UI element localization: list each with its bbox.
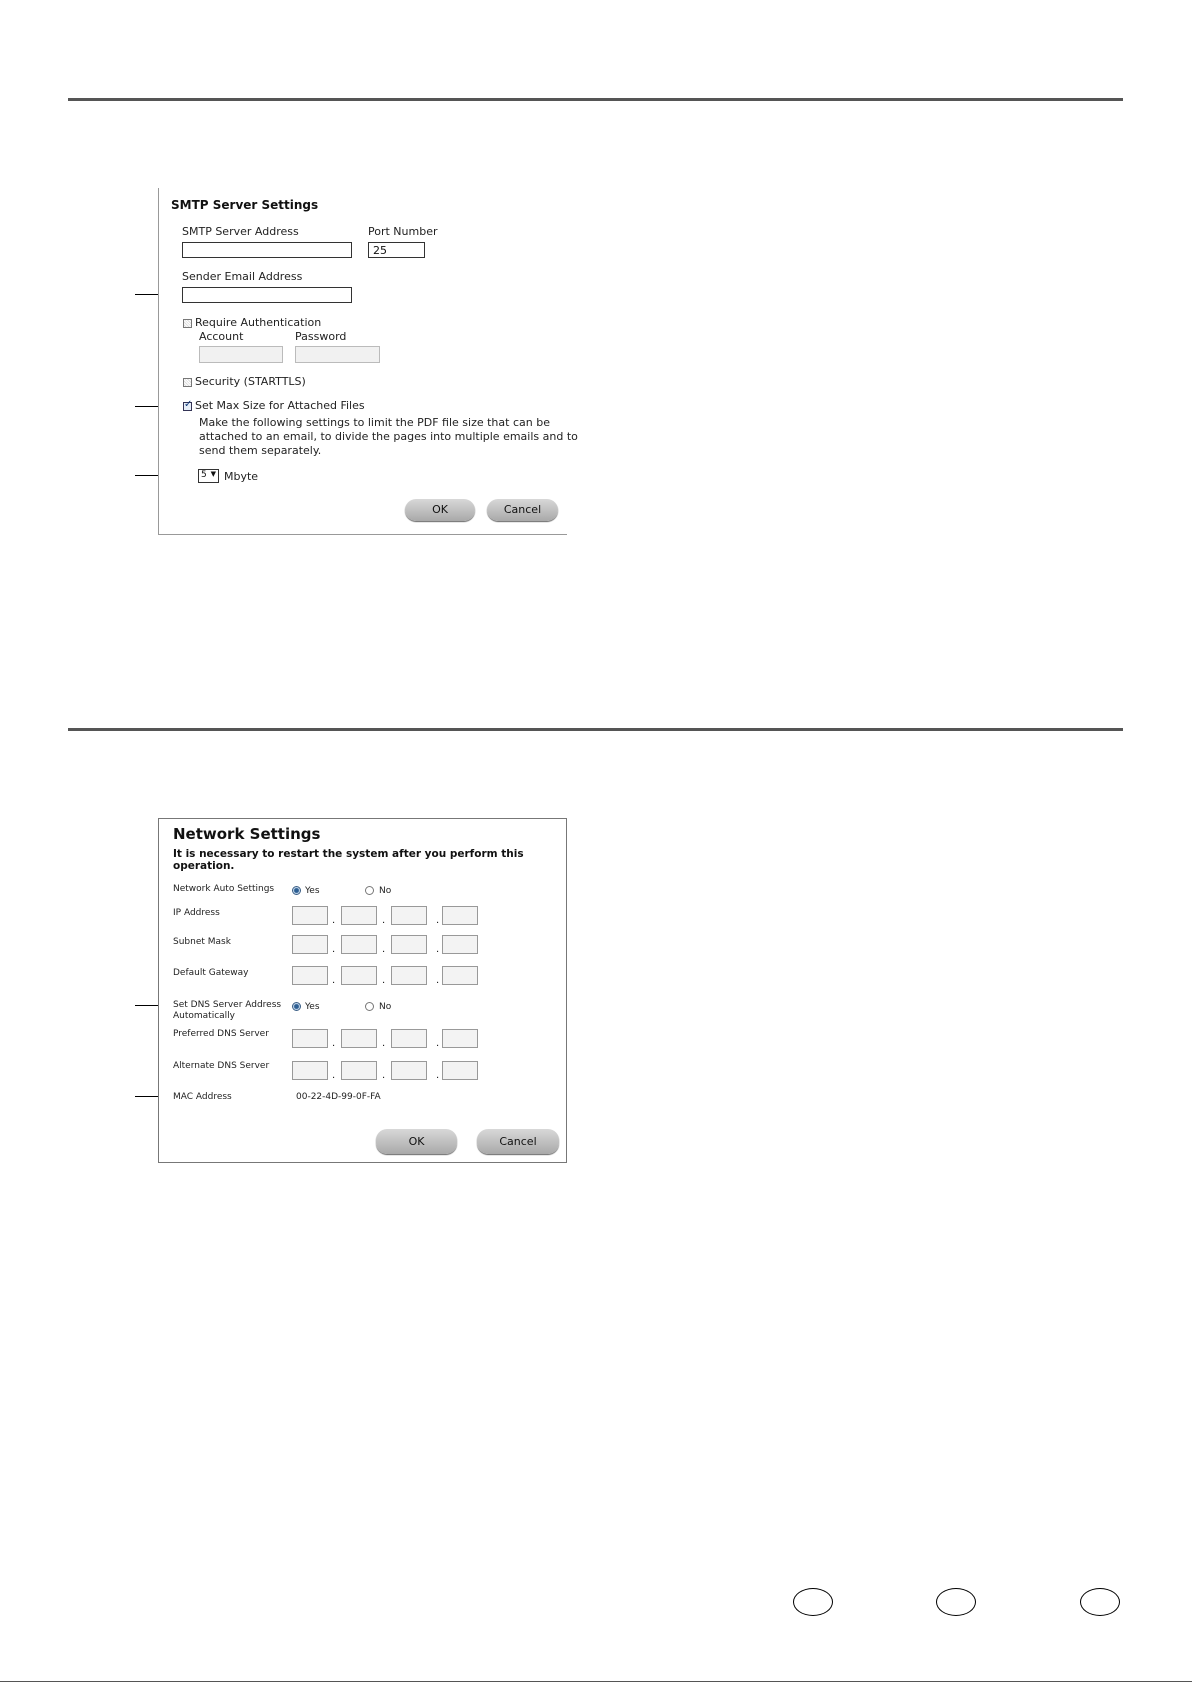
require-authentication-label: Require Authentication [195,316,322,329]
mac-address-label: MAC Address [173,1092,232,1102]
preferred-dns-octet-3[interactable] [391,1029,427,1048]
gateway-octet-1[interactable] [292,966,328,985]
max-size-checkbox[interactable] [183,402,192,411]
smtp-settings-panel [158,188,578,535]
port-number-label: Port Number [368,225,438,238]
smtp-ok-button[interactable]: OK [405,499,475,521]
password-label: Password [295,330,347,343]
network-panel-subtitle: It is necessary to restart the system after you perform this operation. [173,848,524,872]
gateway-separator: . [436,975,440,986]
security-starttls-label: Security (STARTTLS) [195,375,306,388]
max-size-select-value: 5 [201,470,207,480]
subnet-separator: . [382,944,386,955]
subnet-octet-2[interactable] [341,935,377,954]
network-ok-button[interactable]: OK [376,1129,457,1154]
dns-auto-yes-radio[interactable] [292,1002,301,1011]
max-size-select[interactable] [198,469,219,483]
alternate-dns-octet-2[interactable] [341,1061,377,1080]
mac-address-value: 00-22-4D-99-0F-FA [296,1092,381,1102]
ip-address-label: IP Address [173,908,220,918]
preferred-dns-separator: . [436,1038,440,1049]
network-cancel-button[interactable]: Cancel [477,1129,559,1154]
preferred-dns-label: Preferred DNS Server [173,1029,269,1039]
gateway-separator: . [332,975,336,986]
max-size-description-line1: Make the following settings to limit the PDF file size that can be [199,416,550,429]
network-auto-settings-label: Network Auto Settings [173,884,275,894]
ip-separator: . [332,915,336,926]
ip-separator: . [382,915,386,926]
alternate-dns-separator: . [382,1070,386,1081]
preferred-dns-octet-1[interactable] [292,1029,328,1048]
ip-octet-4[interactable] [442,906,478,925]
preferred-dns-octet-2[interactable] [341,1029,377,1048]
alternate-dns-separator: . [436,1070,440,1081]
network-panel-title: Network Settings [173,825,321,843]
preferred-dns-separator: . [332,1038,336,1049]
subnet-octet-3[interactable] [391,935,427,954]
ip-octet-3[interactable] [391,906,427,925]
smtp-server-address-label: SMTP Server Address [182,225,299,238]
max-size-description-line2: attached to an email, to divide the pages into multiple emails and to [199,430,578,443]
default-gateway-label: Default Gateway [173,968,249,978]
require-authentication-checkbox[interactable] [183,319,192,328]
smtp-cancel-button[interactable]: Cancel [487,499,558,521]
port-number-input[interactable]: 25 [368,242,425,258]
dns-auto-yes-label: Yes [305,1002,320,1012]
gateway-octet-4[interactable] [442,966,478,985]
network-auto-yes-label: Yes [305,886,320,896]
alternate-dns-octet-1[interactable] [292,1061,328,1080]
language-marker-2 [936,1588,976,1616]
account-input[interactable] [199,346,283,363]
dns-auto-label-line1: Set DNS Server Address [173,1000,282,1010]
network-settings-panel [158,818,567,1163]
smtp-server-address-input[interactable] [182,242,352,258]
subnet-mask-label: Subnet Mask [173,937,231,947]
gateway-octet-3[interactable] [391,966,427,985]
alternate-dns-label: Alternate DNS Server [173,1061,270,1071]
subnet-separator: . [436,944,440,955]
sender-email-label: Sender Email Address [182,270,303,283]
preferred-dns-octet-4[interactable] [442,1029,478,1048]
ip-separator: . [436,915,440,926]
network-auto-yes-radio[interactable] [292,886,301,895]
chevron-down-icon: ▼ [210,470,216,478]
security-starttls-checkbox[interactable] [183,378,192,387]
page-bottom-rule [0,1681,1192,1682]
alternate-dns-separator: . [332,1070,336,1081]
smtp-panel-title: SMTP Server Settings [171,198,319,212]
subnet-separator: . [332,944,336,955]
size-unit-label: Mbyte [224,470,259,483]
section-divider-middle [68,728,1123,731]
gateway-octet-2[interactable] [341,966,377,985]
section-divider-top [68,98,1123,101]
account-label: Account [199,330,244,343]
network-auto-no-label: No [379,886,392,896]
sender-email-input[interactable] [182,287,352,303]
language-marker-1 [793,1588,833,1616]
gateway-separator: . [382,975,386,986]
language-marker-3 [1080,1588,1120,1616]
dns-auto-no-radio[interactable] [365,1002,374,1011]
max-size-label: Set Max Size for Attached Files [195,399,365,412]
subnet-octet-1[interactable] [292,935,328,954]
network-auto-no-radio[interactable] [365,886,374,895]
alternate-dns-octet-3[interactable] [391,1061,427,1080]
dns-auto-label-line2: Automatically [173,1011,235,1021]
ip-octet-1[interactable] [292,906,328,925]
alternate-dns-octet-4[interactable] [442,1061,478,1080]
preferred-dns-separator: . [382,1038,386,1049]
ip-octet-2[interactable] [341,906,377,925]
max-size-description-line3: send them separately. [199,444,322,457]
dns-auto-no-label: No [379,1002,392,1012]
password-input[interactable] [295,346,380,363]
subnet-octet-4[interactable] [442,935,478,954]
